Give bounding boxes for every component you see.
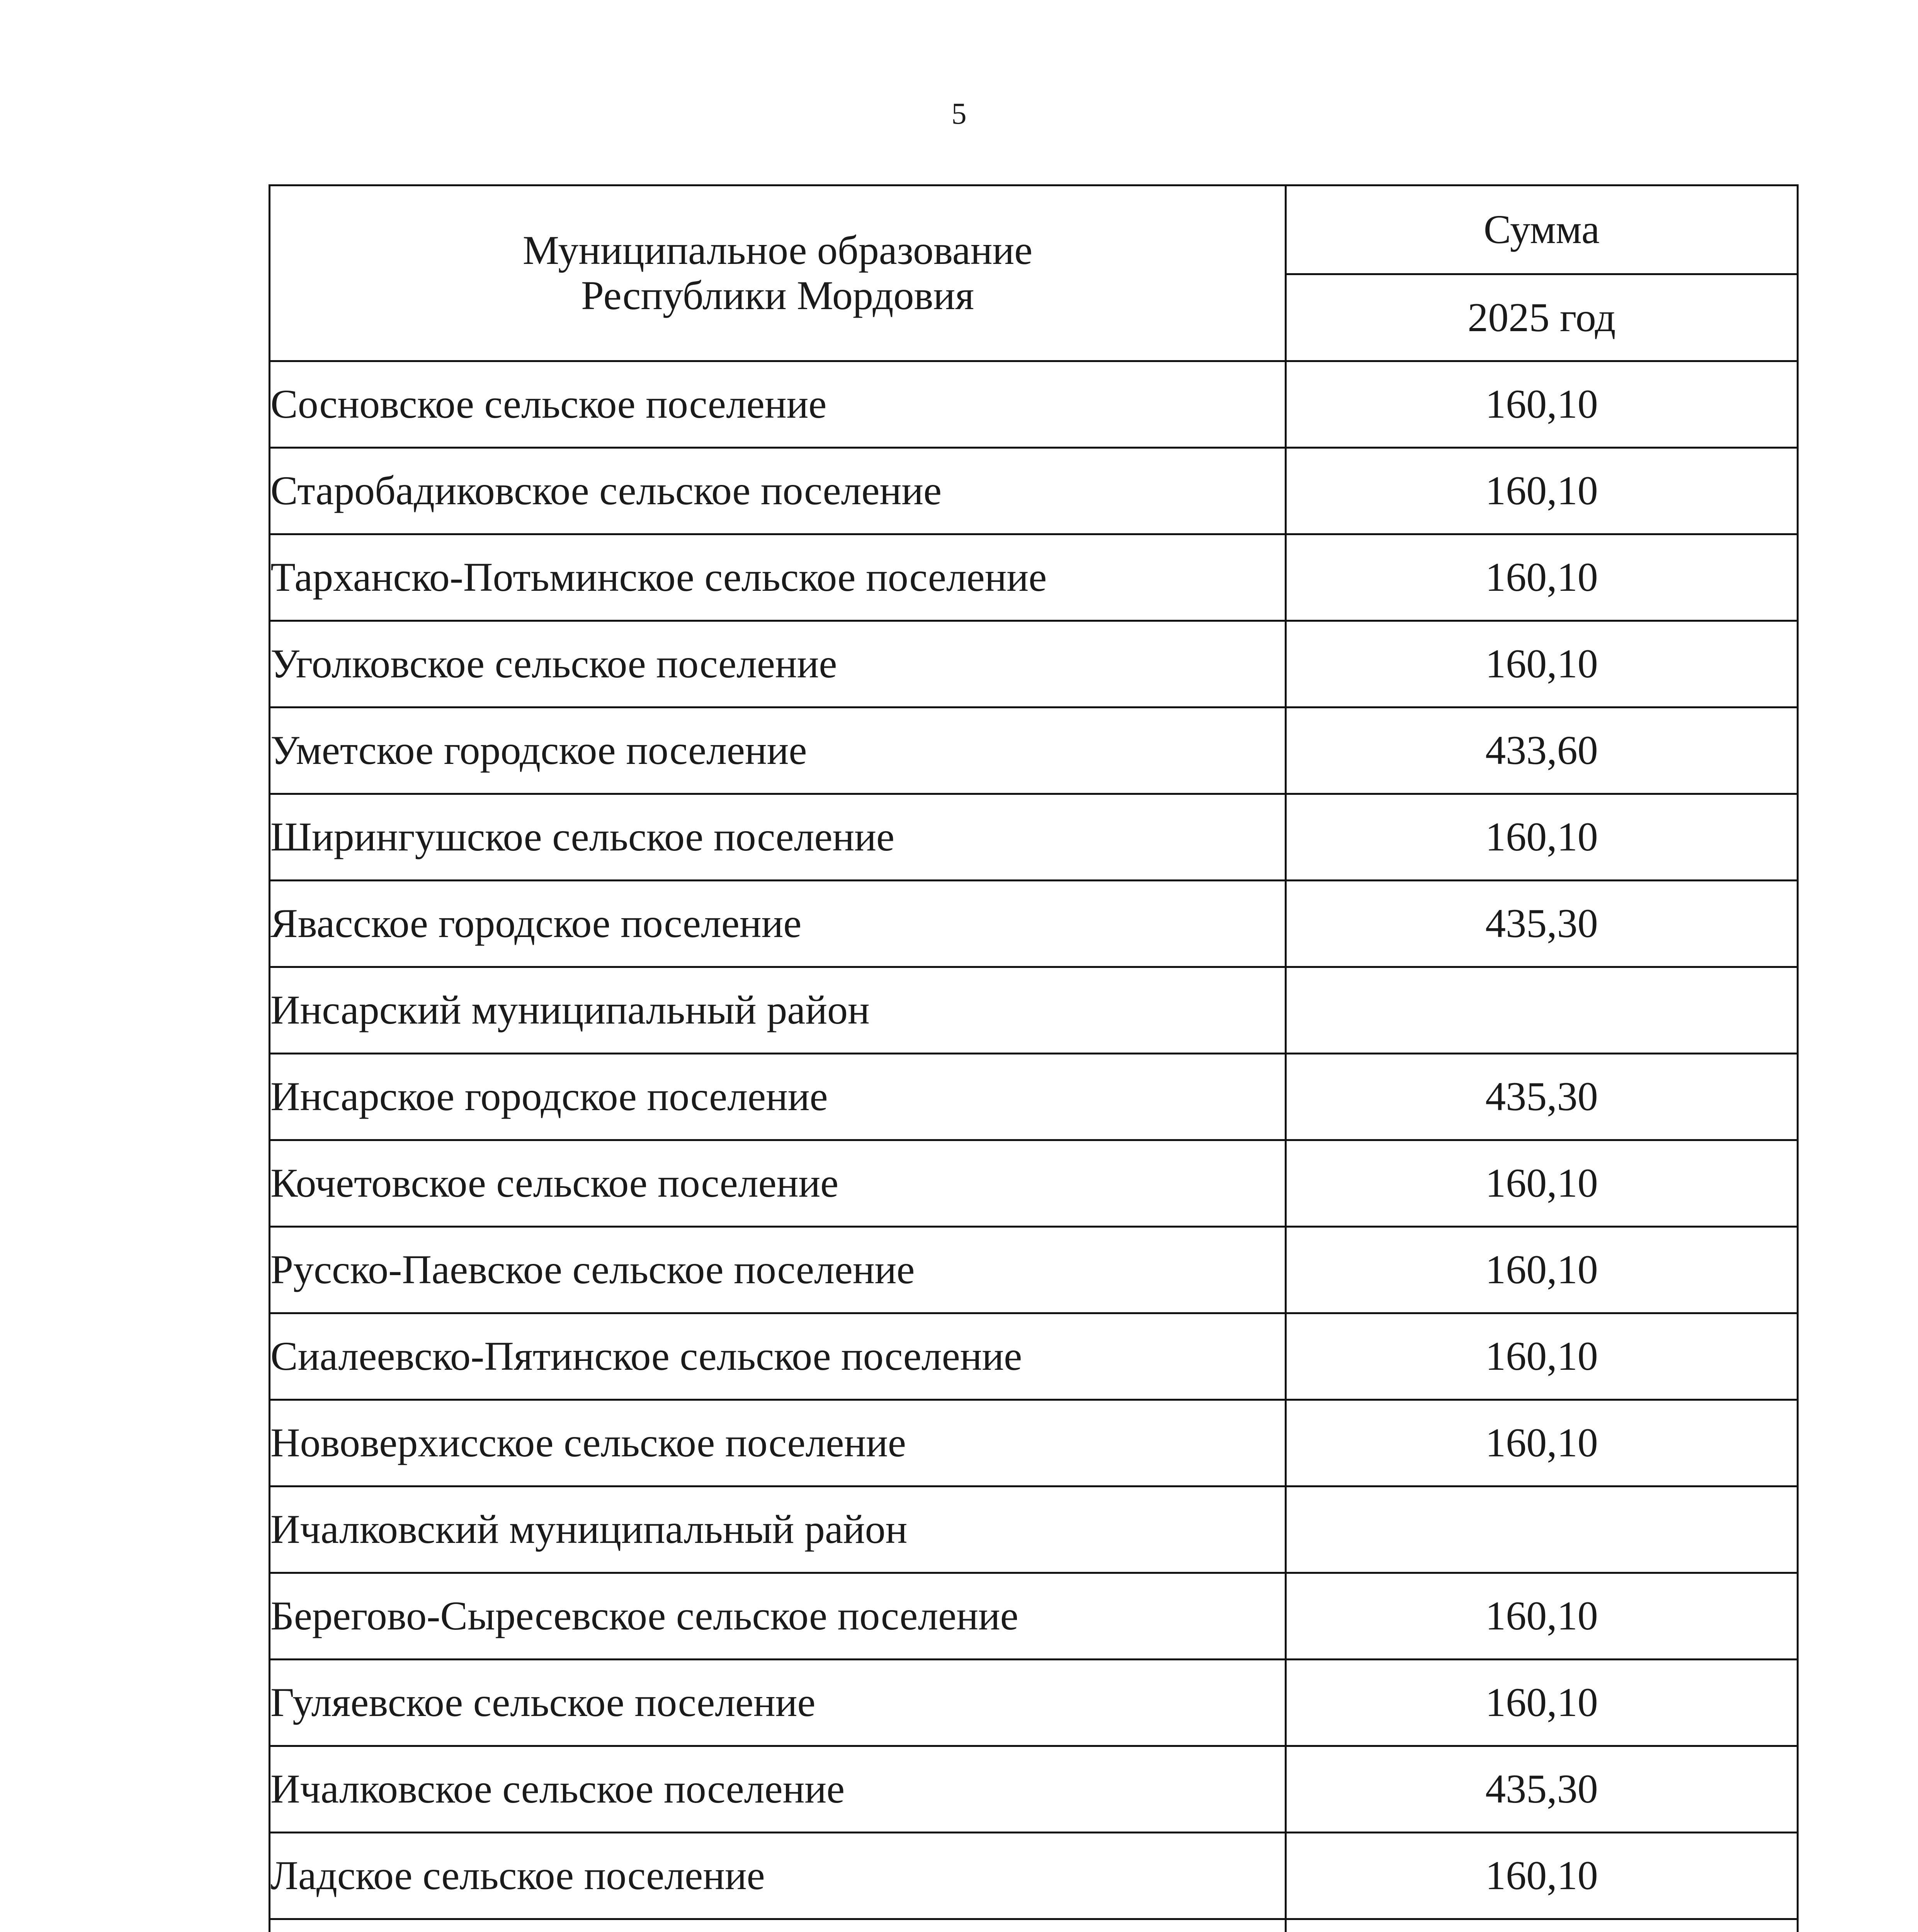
municipality-name-cell: Ичалковский муниципальный район	[270, 1486, 1286, 1573]
municipality-name-cell: Тарханско-Потьминское сельское поселение	[270, 534, 1286, 621]
municipality-name-cell: Инсарское городское поселение	[270, 1054, 1286, 1140]
sum-value-cell: 435,30	[1286, 1054, 1798, 1140]
header-year-cell: 2025 год	[1286, 274, 1798, 361]
table-row	[270, 1486, 1798, 1573]
sum-value-cell: 160,10	[1286, 361, 1798, 448]
municipality-name-cell: Ширингушское сельское поселение	[270, 794, 1286, 881]
sum-value-cell: 433,60	[1286, 707, 1798, 794]
table-row	[270, 1660, 1798, 1746]
sum-value-cell: 160,10	[1286, 1400, 1798, 1486]
sum-value-cell: 160,10	[1286, 1140, 1798, 1227]
sum-value-cell: 160,10	[1286, 448, 1798, 534]
allocation-table	[269, 184, 1799, 1932]
header-municipality-cell	[270, 185, 1286, 361]
sum-value-cell: 160,10	[1286, 794, 1798, 881]
header-municipality-line1: Муниципальное образование	[522, 228, 1033, 273]
municipality-name-cell: Нововерхисское сельское поселение	[270, 1400, 1286, 1486]
table-row	[270, 1227, 1798, 1313]
table-row	[270, 1313, 1798, 1400]
table-row	[270, 1919, 1798, 1932]
municipality-name-cell: Сиалеевско-Пятинское сельское поселение	[270, 1313, 1286, 1400]
municipality-name-cell: Ичалковское сельское поселение	[270, 1746, 1286, 1833]
municipality-name-cell: Русско-Паевское сельское поселение	[270, 1227, 1286, 1313]
sum-value-cell: 160,10	[1286, 1833, 1798, 1919]
sum-value-cell: 435,30	[1286, 1746, 1798, 1833]
table-row	[270, 621, 1798, 707]
table-row	[270, 1573, 1798, 1660]
municipality-name-cell: Кочетовское сельское поселение	[270, 1140, 1286, 1227]
table-row	[270, 707, 1798, 794]
sum-value-cell: 160,10	[1286, 534, 1798, 621]
sum-value-cell: 435,30	[1286, 881, 1798, 967]
municipality-name-cell: Ладское сельское поселение	[270, 1833, 1286, 1919]
table-row	[270, 967, 1798, 1054]
table-row	[270, 448, 1798, 534]
municipality-name-cell: Гуляевское сельское поселение	[270, 1660, 1286, 1746]
sum-value-cell	[1286, 967, 1798, 1054]
page-number: 5	[951, 97, 967, 130]
municipality-name-cell: Явасское городское поселение	[270, 881, 1286, 967]
municipality-name-cell: Уголковское сельское поселение	[270, 621, 1286, 707]
sum-value-cell: 160,10	[1286, 1660, 1798, 1746]
sum-value-cell: 160,10	[1286, 1573, 1798, 1660]
municipality-name-cell: Старобадиковское сельское поселение	[270, 448, 1286, 534]
sum-value-cell: 160,10	[1286, 1227, 1798, 1313]
sum-value-cell	[1286, 1919, 1798, 1932]
header-sum-cell: Сумма	[1286, 185, 1798, 274]
table-row	[270, 1400, 1798, 1486]
sum-value-cell: 160,10	[1286, 1313, 1798, 1400]
municipality-name-cell: Инсарский муниципальный район	[270, 967, 1286, 1054]
table-row	[270, 361, 1798, 448]
municipality-name-cell: Сосновское сельское поселение	[270, 361, 1286, 448]
sum-value-cell: 160,10	[1286, 621, 1798, 707]
table-row	[270, 1054, 1798, 1140]
table-row	[270, 1140, 1798, 1227]
table-row	[270, 794, 1798, 881]
table-header-row	[270, 185, 1798, 274]
municipality-name-cell: Берегово-Сыресевское сельское поселение	[270, 1573, 1286, 1660]
municipality-name-cell: Уметское городское поселение	[270, 707, 1286, 794]
table-row	[270, 1746, 1798, 1833]
table-row	[270, 1833, 1798, 1919]
table-row	[270, 881, 1798, 967]
header-municipality-line2: Республики Мордовия	[581, 273, 974, 318]
sum-value-cell	[1286, 1486, 1798, 1573]
municipality-name-cell	[270, 1919, 1286, 1932]
table-row	[270, 534, 1798, 621]
